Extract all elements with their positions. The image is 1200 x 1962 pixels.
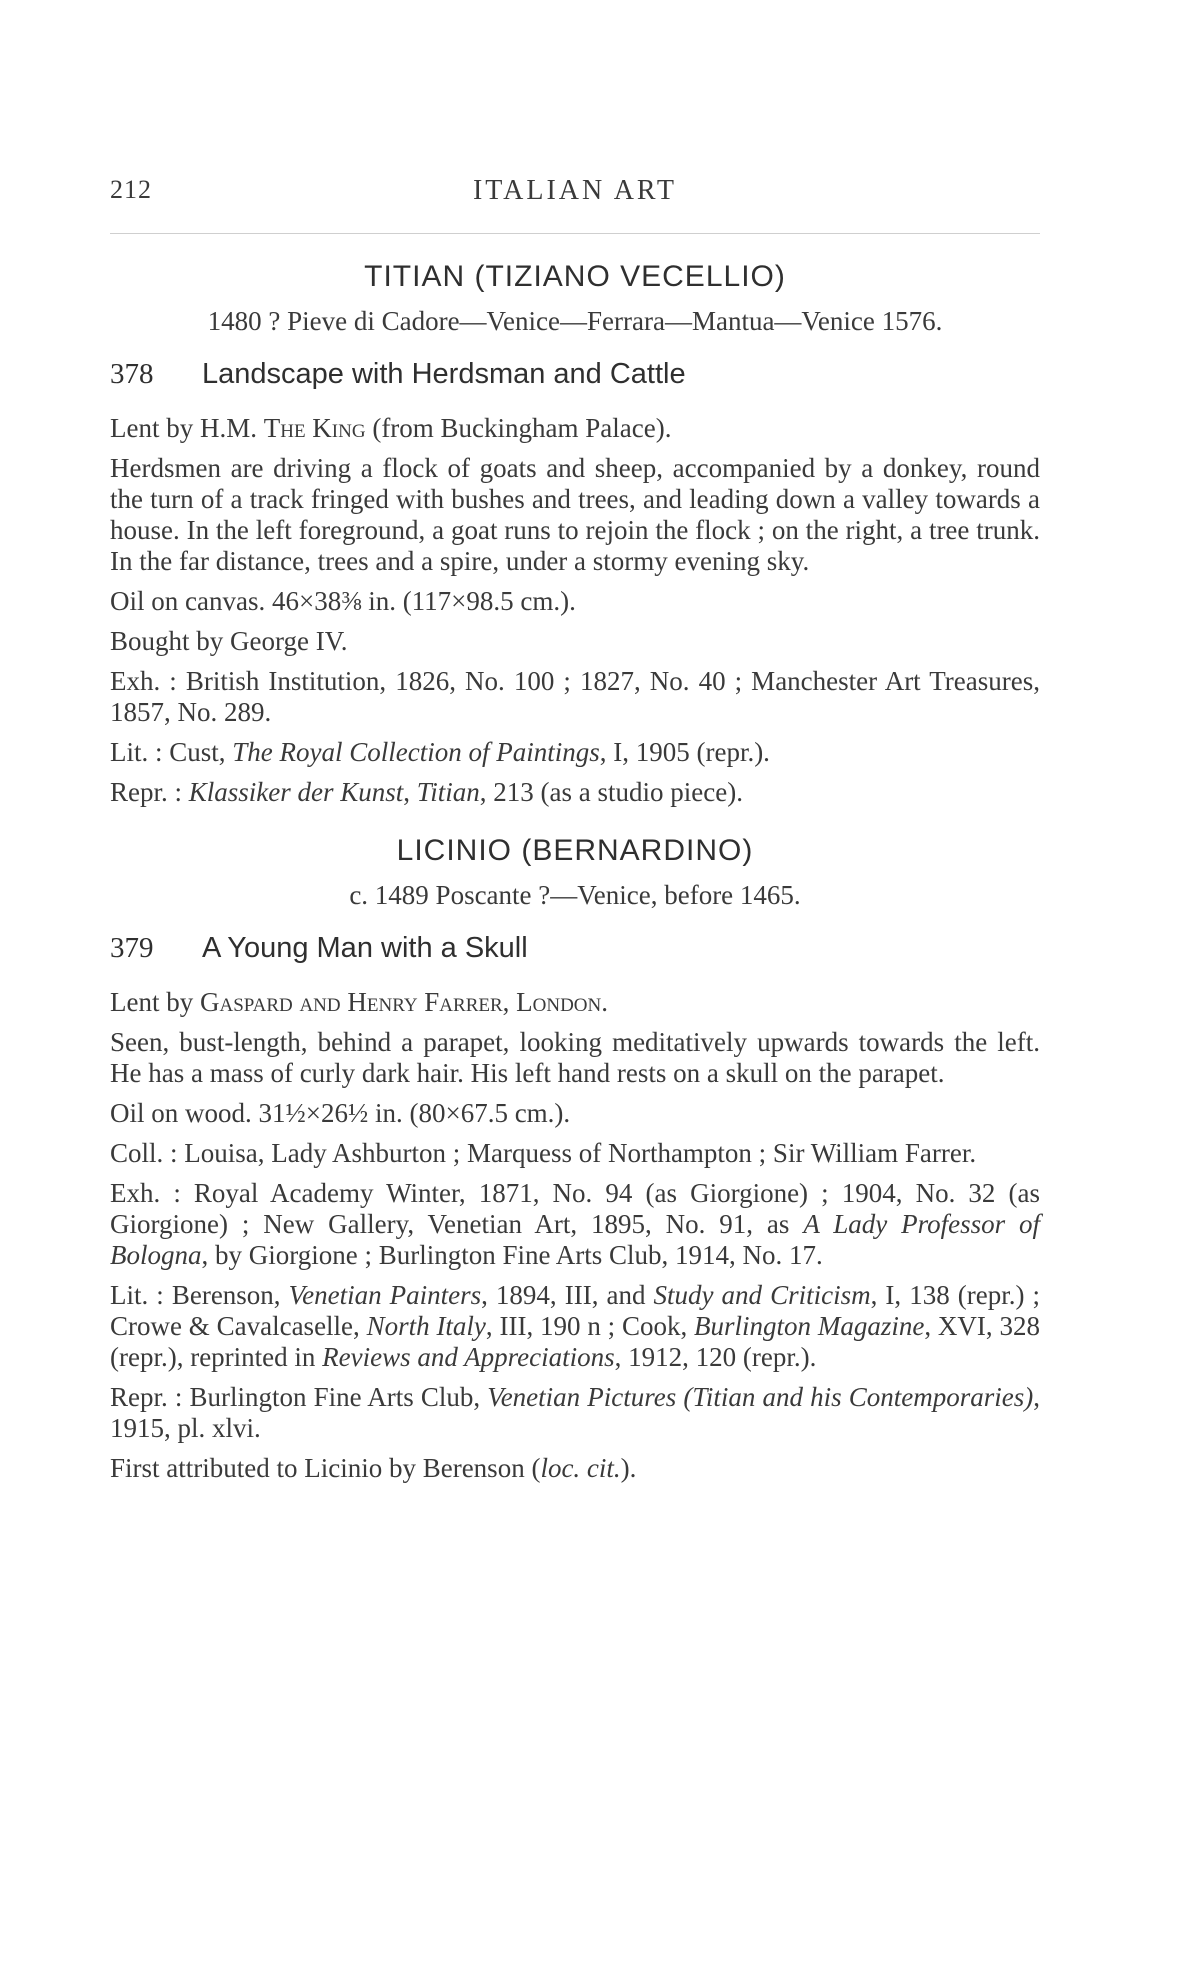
artist-dates: 1480 ? Pieve di Cadore—Venice—Ferrara—Mantua—Venice 1576.: [207, 306, 943, 336]
running-head: [110, 175, 1040, 215]
description: Herdsmen are driving a flock of goats and sheep, accompanied by a donkey, round the turn of a track fringed with bushes and trees, and leading down a valley towards a house. In the left foreground, a goat runs to rejoin the flock ; on the right, a tree trunk. In the far distance, trees and a spire, under a stormy evening sky.: [110, 453, 1040, 576]
artist-section-titian: [110, 260, 1040, 808]
medium-dimensions: Oil on wood. 31½×26½ in. (80×67.5 cm.).: [110, 1098, 571, 1128]
literature: Lit. : Cust, The Royal Collection of Paintings, I, 1905 (repr.).: [110, 737, 770, 767]
page-number: 212: [110, 175, 152, 204]
provenance: Bought by George IV.: [110, 626, 348, 656]
lender-line: Lent by H.M. The King (from Buckingham Palace).: [110, 413, 672, 443]
exhibitions: Exh. : Royal Academy Winter, 1871, No. 94 (as Giorgione) ; 1904, No. 32 (as Giorgione) ; New Gallery, Venetian Art, 1895, No. 91, as A Lady Professor of Bologna, by Giorgione ; Burlington Fine Arts Club, 1914, No. 17.: [110, 1178, 1040, 1270]
catalogue-number: 378: [110, 358, 154, 390]
reproductions: Repr. : Klassiker der Kunst, Titian, 213 (as a studio piece).: [110, 777, 743, 807]
attribution-note: First attributed to Licinio by Berenson (loc. cit.).: [110, 1453, 637, 1483]
reproductions: Repr. : Burlington Fine Arts Club, Venetian Pictures (Titian and his Contemporaries), 1915, pl. xlvi.: [110, 1382, 1040, 1443]
lender-name: Gaspard and Henry Farrer, London.: [199, 987, 609, 1017]
catalogue-entry-heading: [110, 932, 1040, 965]
running-title: ITALIAN ART: [472, 175, 678, 206]
catalogue-number: 379: [110, 932, 154, 964]
artist-name: LICINIO (BERNARDINO): [396, 834, 754, 867]
book-page: [110, 175, 1040, 1493]
exhibitions: Exh. : British Institution, 1826, No. 100 ; 1827, No. 40 ; Manchester Art Treasures, 1857, No. 289.: [110, 666, 1040, 727]
catalogue-entry-heading: [110, 358, 1040, 391]
painting-title: A Young Man with a Skull: [202, 932, 528, 964]
header-rule: [110, 233, 1040, 234]
description: Seen, bust-length, behind a parapet, looking meditatively upwards towards the left. He has a mass of curly dark hair. His left hand rests on a skull on the parapet.: [110, 1027, 1040, 1088]
collections: Coll. : Louisa, Lady Ashburton ; Marquess of Northampton ; Sir William Farrer.: [110, 1138, 977, 1168]
artist-section-licinio: [110, 834, 1040, 1484]
literature: Lit. : Berenson, Venetian Painters, 1894, III, and Study and Criticism, I, 138 (repr.) ; Crowe & Cavalcaselle, North Italy, III, 190 n ; Cook, Burlington Magazine, XVI, 328 (repr.), reprinted in Reviews and Appreciations, 1912, 120 (repr.).: [110, 1280, 1040, 1372]
lender-name: The King: [263, 413, 366, 443]
lender-line: Lent by Gaspard and Henry Farrer, London.: [110, 987, 609, 1017]
artist-name: TITIAN (TIZIANO VECELLIO): [364, 260, 786, 293]
artist-dates: c. 1489 Poscante ?—Venice, before 1465.: [349, 880, 801, 910]
medium-dimensions: Oil on canvas. 46×38⅜ in. (117×98.5 cm.).: [110, 586, 576, 616]
painting-title: Landscape with Herdsman and Cattle: [202, 358, 686, 390]
